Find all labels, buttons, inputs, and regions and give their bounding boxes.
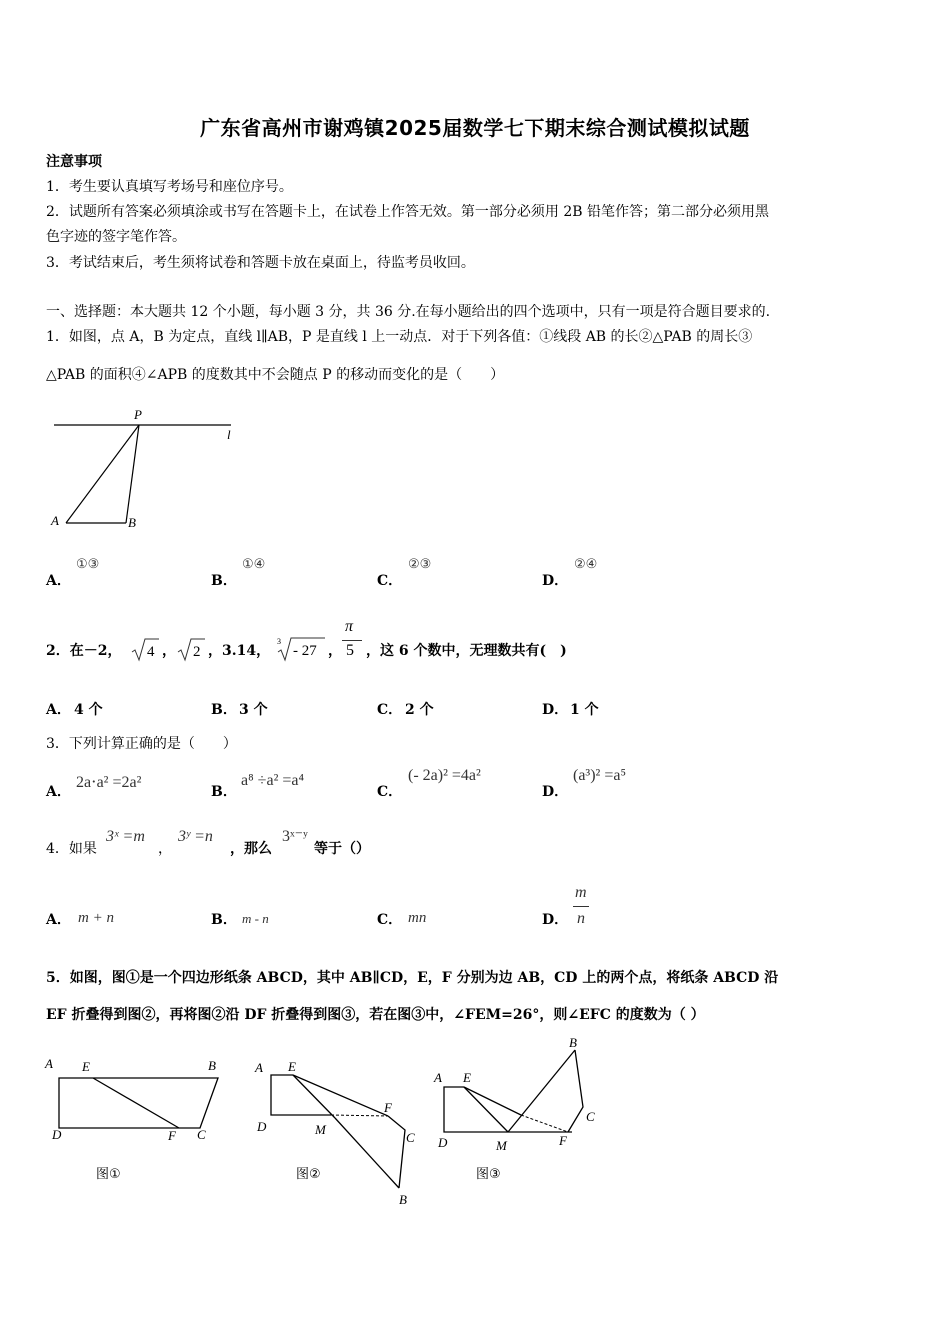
q5-stem-line2: EF 折叠得到图②，再将图②沿 DF 折叠得到图③，若在图③中，∠FEM=26°，则∠EFC 的度数为（ ）: [46, 1007, 705, 1023]
fig1-label-f: F: [168, 1128, 176, 1143]
q1-option-d: ②④: [574, 557, 598, 572]
fig3-label-d: D: [438, 1135, 448, 1150]
q3-stem: 3．下列计算正确的是（ ）: [46, 736, 237, 752]
fig3-label-f: F: [559, 1133, 567, 1148]
q2-prefix: 2．在－2，: [46, 643, 122, 659]
q4-option-c-letter: C．: [377, 912, 403, 928]
q2-mid: ，3.14，: [208, 643, 271, 659]
q2-option-b: 3 个: [239, 702, 268, 718]
label-l: l: [227, 427, 231, 442]
q1-option-b-letter: B．: [211, 573, 237, 589]
fig1-label-b: B: [208, 1058, 216, 1073]
q4-f2: 3ʸ =n: [178, 828, 213, 845]
notice-heading: 注意事项: [46, 154, 102, 170]
q1-option-c: ②③: [408, 557, 432, 572]
cube-root: [276, 634, 326, 664]
cube-root-radicand: - 27: [293, 643, 317, 659]
q3-option-d-letter: D．: [542, 784, 569, 800]
q2-five: 5: [346, 642, 354, 659]
fig3-label-e: E: [463, 1070, 471, 1085]
fig1-label-c: C: [197, 1127, 206, 1142]
page-title: 广东省高州市谢鸡镇2025届数学七下期末综合测试模拟试题: [200, 116, 750, 140]
q4-prefix: 4．如果: [46, 841, 97, 857]
q2-option-d-letter: D．: [542, 702, 569, 718]
q3-option-c-letter: C．: [377, 784, 403, 800]
q3-option-c: (- 2a)² =4a²: [408, 767, 481, 784]
q4-option-a: m + n: [78, 910, 114, 926]
sqrt4-radicand: 4: [147, 644, 155, 660]
q2-sep2: ，: [328, 643, 342, 659]
fig2-label-d: D: [257, 1119, 267, 1134]
q5-figure-2: [252, 1050, 432, 1220]
q2-option-c-letter: C．: [377, 702, 403, 718]
section-heading: 一、选择题：本大题共 12 个小题，每小题 3 分，共 36 分.在每小题给出的四个选项中，只有一项是符合题目要求的.: [46, 304, 771, 320]
sqrt2: [176, 636, 206, 664]
q4-f1: 3ˣ =m: [106, 828, 145, 845]
notice-item: 3．考试结束后，考生须将试卷和答题卡放在桌面上，待监考员收回。: [46, 255, 475, 271]
q1-option-a: ①③: [76, 557, 100, 572]
q1-option-a-letter: A．: [46, 573, 71, 589]
fig3-label-b: B: [569, 1035, 577, 1050]
q2-option-a: 4 个: [74, 702, 103, 718]
fig3-caption: 图③: [476, 1167, 501, 1182]
q2-suffix: ，这 6 个数中，无理数共有( ): [366, 643, 567, 659]
q4-option-d-numerator: m: [575, 884, 587, 901]
fig2-label-a: A: [255, 1060, 263, 1075]
q2-sep: ，: [162, 643, 176, 659]
fig2-label-b: B: [399, 1192, 407, 1207]
label-b: B: [128, 515, 136, 530]
notice-item: 色字迹的签字笔作答。: [46, 229, 186, 245]
q2-option-c: 2 个: [405, 702, 434, 718]
fig2-label-f: F: [384, 1100, 392, 1115]
q5-figure-3: [430, 1030, 620, 1190]
label-p: P: [134, 407, 142, 422]
q4-option-d-denominator: n: [577, 910, 585, 927]
q3-option-b-letter: B．: [211, 784, 237, 800]
sqrt4: [130, 636, 160, 664]
svg-text:3: 3: [277, 637, 281, 646]
fig3-label-c: C: [586, 1109, 595, 1124]
q3-option-d: (a³)² =a⁵: [573, 767, 627, 784]
q5-figure-1: [40, 1050, 240, 1190]
q4-option-d-letter: D．: [542, 912, 569, 928]
fig1-label-d: D: [52, 1127, 62, 1142]
q4-option-b-letter: B．: [211, 912, 237, 928]
q4-mid: ，那么: [230, 841, 272, 857]
q5-stem-line1: 5．如图，图①是一个四边形纸条 ABCD，其中 AB∥CD，E，F 分别为边 AB，CD 上的两个点，将纸条 ABCD 沿: [46, 970, 779, 986]
q2-fraction-bar: [342, 640, 362, 641]
fig1-label-e: E: [82, 1059, 90, 1074]
fig3-label-m: M: [496, 1138, 507, 1153]
q1-stem-line2: △PAB 的面积④∠APB 的度数其中不会随点 P 的移动而变化的是（ ）: [46, 367, 505, 383]
fig2-caption: 图②: [296, 1167, 321, 1182]
q3-option-b: a⁸ ÷a² =a⁴: [241, 772, 305, 789]
label-a: A: [51, 513, 59, 528]
sqrt2-radicand: 2: [193, 644, 201, 660]
q4-option-d-fraction-bar: [573, 906, 589, 907]
q4-option-b: m - n: [242, 911, 269, 926]
fig3-label-a: A: [434, 1070, 442, 1085]
q4-suffix: 等于（）: [314, 841, 370, 857]
fig1-label-a: A: [45, 1056, 53, 1071]
q3-option-a-letter: A．: [46, 784, 71, 800]
q3-option-a: 2a⋅a² =2a²: [76, 774, 142, 791]
q4-f3: 3ˣ⁻ʸ: [282, 828, 308, 845]
q1-figure: [46, 405, 256, 535]
q1-stem-line1: 1．如图，点 A，B 为定点，直线 l∥AB，P 是直线 l 上一动点．对于下列各值：①线段 AB 的长②△PAB 的周长③: [46, 329, 753, 345]
q2-option-d: 1 个: [570, 702, 599, 718]
notice-item: 2．试题所有答案必须填涂或书写在答题卡上，在试卷上作答无效。第一部分必须用 2B 铅笔作答；第二部分必须用黑: [46, 204, 769, 220]
q4-option-c: mn: [408, 910, 427, 926]
fig2-label-e: E: [288, 1059, 296, 1074]
fig2-label-c: C: [406, 1130, 415, 1145]
q1-option-b: ①④: [242, 557, 266, 572]
q1-option-d-letter: D．: [542, 573, 569, 589]
q4-comma: ，: [158, 841, 172, 857]
fig2-label-m: M: [315, 1122, 326, 1137]
q1-option-c-letter: C．: [377, 573, 403, 589]
q4-option-a-letter: A．: [46, 912, 71, 928]
q2-option-b-letter: B．: [211, 702, 237, 718]
fig1-caption: 图①: [96, 1167, 121, 1182]
notice-item: 1．考生要认真填写考场号和座位序号。: [46, 179, 293, 195]
q2-option-a-letter: A．: [46, 702, 71, 718]
q2-pi: π: [345, 618, 354, 635]
